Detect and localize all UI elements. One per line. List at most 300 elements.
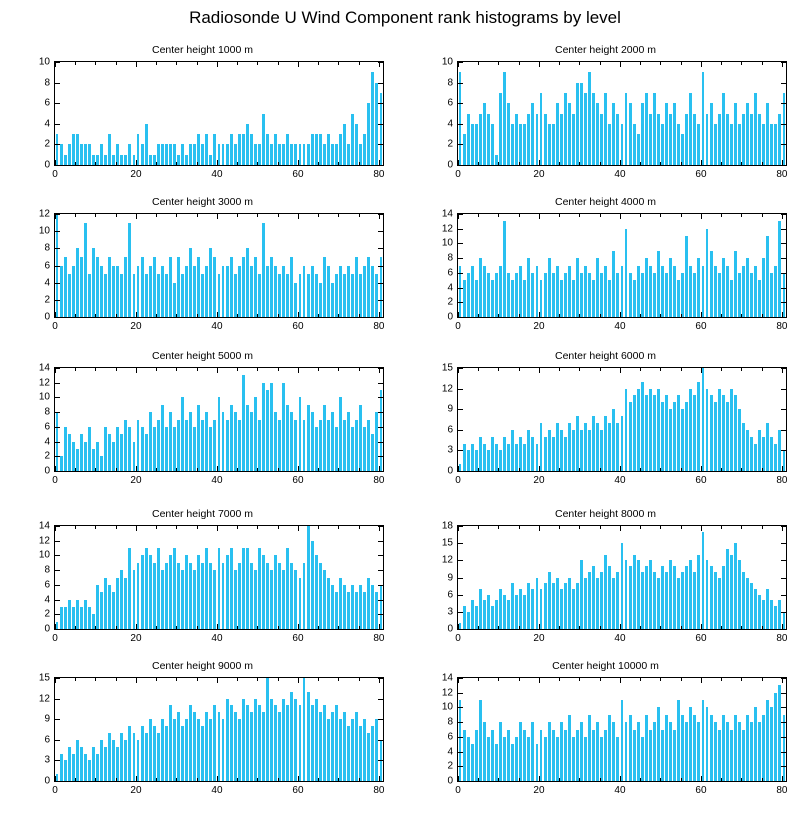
bar xyxy=(303,563,306,629)
bar xyxy=(483,444,486,471)
x-tick-label: 60 xyxy=(695,321,707,332)
bar xyxy=(734,543,737,629)
bar xyxy=(209,155,212,165)
bar xyxy=(205,134,208,165)
plot-area xyxy=(441,362,788,486)
bar xyxy=(323,144,326,165)
bar xyxy=(560,114,563,166)
bar xyxy=(181,726,184,781)
bar xyxy=(616,114,619,166)
bar xyxy=(197,257,200,317)
bar xyxy=(515,114,518,166)
bar xyxy=(685,114,688,166)
bar xyxy=(584,423,587,471)
bar xyxy=(693,273,696,317)
y-tick-label: 12 xyxy=(38,535,50,547)
bar xyxy=(507,730,510,782)
y-tick-label: 15 xyxy=(441,362,453,374)
y-tick-label: 6 xyxy=(44,579,50,591)
bar xyxy=(746,430,749,471)
bar xyxy=(133,442,136,471)
chart-panel xyxy=(413,44,798,192)
bar xyxy=(209,719,212,781)
bar xyxy=(238,563,241,629)
bar xyxy=(124,578,127,630)
bar xyxy=(710,566,713,629)
bar xyxy=(335,592,338,629)
bar xyxy=(76,134,79,165)
bar xyxy=(153,155,156,165)
bar xyxy=(750,114,753,166)
bar xyxy=(319,134,322,165)
bar xyxy=(726,722,729,781)
bar xyxy=(254,257,257,317)
bar xyxy=(56,622,59,629)
bar xyxy=(584,93,587,165)
bar xyxy=(250,266,253,318)
bar xyxy=(600,430,603,471)
bar xyxy=(770,437,773,471)
bar xyxy=(576,583,579,629)
bar xyxy=(343,585,346,629)
bar xyxy=(169,555,172,629)
bar xyxy=(665,395,668,471)
bar xyxy=(149,555,152,629)
bar xyxy=(722,715,725,781)
bar xyxy=(637,134,640,165)
bar xyxy=(661,730,664,782)
x-tick-label: 0 xyxy=(52,785,58,796)
y-tick-mark xyxy=(781,629,786,630)
bar xyxy=(371,434,374,471)
y-tick-label: 3 xyxy=(44,754,50,766)
bar xyxy=(621,266,624,318)
y-tick-label: 10 xyxy=(38,56,50,68)
bar xyxy=(234,274,237,317)
x-tick-label: 60 xyxy=(695,785,707,796)
bar-series xyxy=(55,214,383,317)
bar xyxy=(319,712,322,781)
bar xyxy=(270,699,273,781)
bar xyxy=(278,420,281,472)
bar xyxy=(718,578,721,630)
bar xyxy=(189,563,192,629)
bar xyxy=(331,144,334,165)
x-tick-label: 0 xyxy=(455,633,461,644)
x-tick-label: 60 xyxy=(292,785,304,796)
bar xyxy=(173,548,176,629)
bar xyxy=(592,416,595,471)
y-tick-label: 0 xyxy=(447,775,453,787)
bar xyxy=(246,405,249,471)
bar xyxy=(471,124,474,165)
bar xyxy=(758,595,761,629)
bar xyxy=(503,72,506,165)
bar xyxy=(64,607,67,629)
bar xyxy=(564,583,567,629)
bar xyxy=(459,266,462,318)
bar xyxy=(153,563,156,629)
bar xyxy=(467,450,470,471)
bar xyxy=(556,578,559,630)
bar xyxy=(511,744,514,781)
chart-panel xyxy=(413,350,798,498)
bar xyxy=(270,383,273,471)
bar xyxy=(331,412,334,471)
bar xyxy=(266,134,269,165)
bar xyxy=(588,273,591,317)
bar xyxy=(483,722,486,781)
bar xyxy=(754,589,757,629)
bar xyxy=(185,420,188,472)
bar xyxy=(637,266,640,318)
x-tick-label: 80 xyxy=(776,633,788,644)
bar xyxy=(649,730,652,782)
bar xyxy=(258,705,261,781)
bar xyxy=(299,397,302,471)
bar xyxy=(351,427,354,471)
bar xyxy=(536,114,539,166)
bar xyxy=(754,93,757,165)
bar xyxy=(706,560,709,629)
bar xyxy=(68,747,71,781)
bar xyxy=(299,274,302,317)
bar xyxy=(343,420,346,472)
bar xyxy=(556,103,559,165)
bar xyxy=(80,747,83,781)
y-tick-label: 6 xyxy=(447,424,453,436)
y-tick-mark xyxy=(458,629,463,630)
bar xyxy=(157,144,160,165)
bar xyxy=(495,600,498,629)
bar xyxy=(246,124,249,165)
bar xyxy=(254,144,257,165)
y-tick-label: 10 xyxy=(38,549,50,561)
bar xyxy=(762,600,765,629)
bar xyxy=(286,274,289,317)
bar xyxy=(738,409,741,471)
bar xyxy=(258,420,261,472)
bar xyxy=(523,595,526,629)
bar xyxy=(116,427,119,471)
bar xyxy=(580,560,583,629)
y-tick-mark xyxy=(378,317,383,318)
x-tick-label: 80 xyxy=(776,785,788,796)
bar xyxy=(254,570,257,629)
bar xyxy=(718,389,721,471)
bar xyxy=(531,437,534,471)
bar xyxy=(230,134,233,165)
y-tick-label: 14 xyxy=(441,672,453,684)
bar xyxy=(157,733,160,781)
bar xyxy=(270,144,273,165)
bar xyxy=(250,412,253,471)
bar xyxy=(669,114,672,166)
bar xyxy=(64,427,67,471)
y-tick-label: 3 xyxy=(447,444,453,456)
bar xyxy=(226,144,229,165)
x-tick-label: 0 xyxy=(455,475,461,486)
bar xyxy=(137,563,140,629)
bar xyxy=(580,273,583,317)
bar xyxy=(523,730,526,782)
bar xyxy=(568,423,571,471)
bar xyxy=(596,578,599,630)
bar xyxy=(697,382,700,471)
x-tick-label: 40 xyxy=(211,475,223,486)
bar xyxy=(657,707,660,781)
bar xyxy=(750,437,753,471)
bar xyxy=(367,578,370,630)
y-tick-mark xyxy=(378,471,383,472)
bar xyxy=(355,257,358,317)
bar xyxy=(331,283,334,317)
bar xyxy=(290,563,293,629)
bar xyxy=(608,124,611,165)
bar xyxy=(141,427,144,471)
bar xyxy=(177,420,180,472)
bar xyxy=(661,124,664,165)
bar xyxy=(104,427,107,471)
bar xyxy=(592,280,595,317)
bar xyxy=(714,572,717,629)
bar xyxy=(323,405,326,471)
x-tick-label: 80 xyxy=(776,475,788,486)
bar xyxy=(467,612,470,629)
bar xyxy=(209,427,212,471)
bar xyxy=(584,737,587,781)
bar xyxy=(68,600,71,629)
bar xyxy=(625,560,628,629)
bar xyxy=(677,395,680,471)
bar xyxy=(750,722,753,781)
bar xyxy=(527,737,530,781)
bar xyxy=(331,712,334,781)
bar xyxy=(56,214,59,317)
bar xyxy=(120,155,123,165)
bar xyxy=(540,589,543,629)
bar xyxy=(157,274,160,317)
bar xyxy=(278,274,281,317)
bar xyxy=(669,258,672,317)
bar xyxy=(572,280,575,317)
bar xyxy=(677,124,680,165)
y-tick-label: 0 xyxy=(447,465,453,477)
bar xyxy=(201,563,204,629)
bar xyxy=(254,699,257,781)
bar xyxy=(355,420,358,472)
bar xyxy=(783,450,786,471)
bar xyxy=(689,707,692,781)
bar xyxy=(145,434,148,471)
bar xyxy=(120,733,123,781)
bar xyxy=(531,103,534,165)
bar xyxy=(371,266,374,318)
bar xyxy=(315,699,318,781)
y-tick-label: 4 xyxy=(44,118,50,130)
bar xyxy=(116,578,119,630)
bar xyxy=(544,437,547,471)
bar xyxy=(363,719,366,781)
bar xyxy=(242,548,245,629)
bar xyxy=(681,273,684,317)
bar xyxy=(491,280,494,317)
bar xyxy=(266,678,269,781)
bar xyxy=(185,155,188,165)
bar xyxy=(681,715,684,781)
bar xyxy=(185,555,188,629)
bar xyxy=(161,570,164,629)
y-tick-label: 10 xyxy=(441,237,453,249)
bar xyxy=(165,563,168,629)
y-tick-mark xyxy=(458,165,463,166)
bar xyxy=(612,251,615,317)
bar xyxy=(72,607,75,629)
bar xyxy=(76,740,79,781)
bar xyxy=(653,722,656,781)
panel-title: Center height 2000 m xyxy=(555,44,656,56)
bar xyxy=(177,257,180,317)
bar xyxy=(568,578,571,630)
bar xyxy=(294,283,297,317)
bar xyxy=(519,266,522,318)
bar xyxy=(629,273,632,317)
bar xyxy=(604,266,607,318)
bar xyxy=(343,124,346,165)
bar xyxy=(262,555,265,629)
bar xyxy=(588,715,591,781)
y-tick-label: 8 xyxy=(447,716,453,728)
chart-panel xyxy=(413,196,798,344)
bar xyxy=(523,444,526,471)
bar xyxy=(218,712,221,781)
bar xyxy=(766,423,769,471)
bar xyxy=(339,578,342,630)
bar xyxy=(274,705,277,781)
x-tick-label: 80 xyxy=(776,169,788,180)
bar xyxy=(347,412,350,471)
bar xyxy=(746,103,749,165)
bar xyxy=(471,600,474,629)
y-tick-label: 3 xyxy=(447,606,453,618)
bar xyxy=(507,444,510,471)
plot-frame xyxy=(457,677,787,782)
y-tick-label: 0 xyxy=(447,311,453,323)
bar xyxy=(608,280,611,317)
bar xyxy=(499,589,502,629)
bar-series xyxy=(55,526,383,629)
bar xyxy=(323,705,326,781)
y-tick-label: 10 xyxy=(38,225,50,237)
y-tick-label: 10 xyxy=(441,56,453,68)
bar xyxy=(746,258,749,317)
bar xyxy=(286,548,289,629)
bar xyxy=(693,114,696,166)
bar xyxy=(665,572,668,629)
bar xyxy=(519,589,522,629)
bar xyxy=(467,273,470,317)
bar xyxy=(714,124,717,165)
bar xyxy=(710,251,713,317)
bar xyxy=(359,144,362,165)
bar xyxy=(230,705,233,781)
bar xyxy=(495,744,498,781)
bar xyxy=(730,280,733,317)
bar xyxy=(770,124,773,165)
bar xyxy=(531,722,534,781)
bar xyxy=(519,124,522,165)
bar xyxy=(108,733,111,781)
bar xyxy=(173,427,176,471)
bar xyxy=(218,144,221,165)
x-tick-label: 40 xyxy=(211,785,223,796)
y-tick-label: 6 xyxy=(44,260,50,271)
y-tick-label: 8 xyxy=(44,564,50,576)
y-tick-label: 12 xyxy=(441,687,453,699)
bar xyxy=(576,730,579,782)
bar xyxy=(323,257,326,317)
bar xyxy=(548,430,551,471)
bar xyxy=(762,437,765,471)
plot-frame xyxy=(54,213,384,318)
x-tick-label: 0 xyxy=(455,785,461,796)
bar xyxy=(697,555,700,629)
bar xyxy=(540,280,543,317)
bar xyxy=(218,548,221,629)
bar xyxy=(371,726,374,781)
bar xyxy=(544,583,547,629)
bar xyxy=(746,578,749,630)
x-tick-label: 40 xyxy=(211,169,223,180)
bar xyxy=(64,257,67,317)
x-tick-label: 20 xyxy=(533,785,545,796)
bar xyxy=(560,280,563,317)
bar xyxy=(116,144,119,165)
x-tick-label: 80 xyxy=(373,633,385,644)
bar xyxy=(673,402,676,471)
bar xyxy=(754,444,757,471)
bar xyxy=(347,592,350,629)
y-tick-label: 6 xyxy=(447,97,453,109)
bar xyxy=(380,740,383,781)
bar xyxy=(734,395,737,471)
bar xyxy=(282,699,285,781)
bar xyxy=(319,420,322,472)
y-tick-label: 0 xyxy=(44,623,50,635)
bar xyxy=(742,730,745,782)
bar xyxy=(181,274,184,317)
bar xyxy=(173,144,176,165)
bar xyxy=(286,134,289,165)
bar xyxy=(104,274,107,317)
bar xyxy=(778,600,781,629)
bar xyxy=(689,389,692,471)
bar xyxy=(459,72,462,165)
bar-series xyxy=(458,214,786,317)
bar xyxy=(596,103,599,165)
bar xyxy=(503,221,506,317)
y-tick-label: 0 xyxy=(447,159,453,171)
bar xyxy=(108,434,111,471)
bar xyxy=(754,266,757,318)
bar xyxy=(201,274,204,317)
bar xyxy=(197,555,200,629)
bar xyxy=(137,266,140,318)
bar xyxy=(689,560,692,629)
bar xyxy=(189,705,192,781)
bar xyxy=(584,266,587,318)
bar xyxy=(145,274,148,317)
